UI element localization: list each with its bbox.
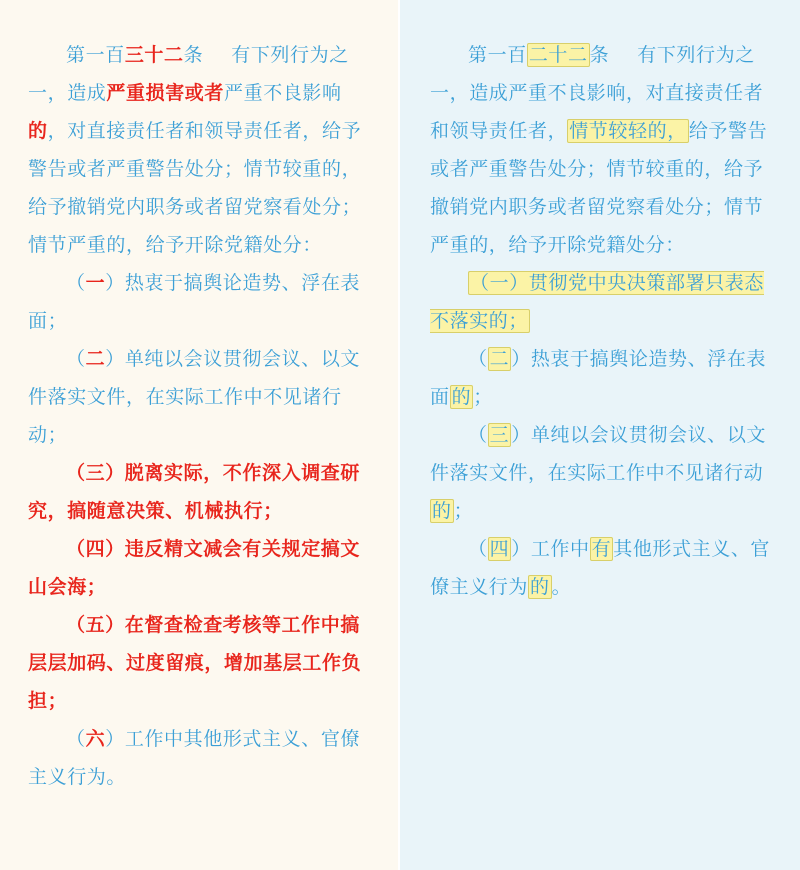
- bracket: （: [66, 728, 86, 750]
- article-suffix: 条: [589, 44, 610, 66]
- article-122-intro: [430, 36, 772, 264]
- clause-text: ；: [473, 386, 493, 408]
- clause-text: 其他形式主义、官僚主义行为: [430, 538, 771, 598]
- clause-6: [28, 720, 368, 796]
- clause-number-changed: 二: [85, 348, 106, 370]
- article-number-changed: 三十二: [124, 44, 184, 66]
- clause-text: ）单纯以会议贯彻会议、以文件落实文件，在实际工作中不见诸行动: [430, 424, 767, 484]
- bracket: （: [468, 348, 488, 370]
- clause-4: [430, 530, 772, 606]
- article-number-highlight: 二十二: [528, 44, 588, 66]
- removed-char-highlight: 有: [591, 538, 612, 560]
- clause-4-added: （四）违反精文减会有关规定搞文山会海；: [28, 538, 361, 598]
- article-prefix: 第一百: [66, 44, 125, 66]
- clause-5-added: （五）在督查检查考核等工作中搞层层加码、过度留痕，增加基层工作负担；: [28, 614, 362, 712]
- clause-text: ；: [453, 500, 474, 522]
- intro-text: 有下列行为之一，造成严重不良影响，对直接责任者和领导责任者，: [430, 44, 764, 142]
- clause-3: [430, 416, 772, 530]
- clause-number-highlight: 三: [489, 424, 510, 446]
- article-prefix: 第一百: [468, 44, 527, 66]
- removed-char-highlight: 的: [432, 500, 452, 522]
- clause-text: ）工作中其他形式主义、官僚主义行为。: [28, 728, 361, 788]
- removed-char-highlight: 的: [530, 576, 550, 598]
- removed-clause-highlight: （一）贯彻党中央决策部署只表态不落实的；: [430, 272, 765, 332]
- article-suffix: 条: [183, 44, 204, 66]
- clause-number-highlight: 二: [489, 348, 510, 370]
- intro-text: 严重不良影响: [224, 82, 342, 104]
- original-text-column: [400, 0, 800, 870]
- clause-1: [28, 264, 368, 340]
- clause-1: [430, 264, 772, 340]
- clause-2: [28, 340, 368, 454]
- clause-number-highlight: 四: [489, 538, 510, 560]
- article-132-intro: [28, 36, 368, 264]
- bracket: （: [468, 538, 488, 560]
- intro-text: ，对直接责任者和领导责任者，给予警告或者严重警告处分；情节较重的，给予撤销党内职务或者留党察看处分；情节严重的，给予开除党籍处分：: [28, 120, 362, 256]
- clause-text: 。: [551, 576, 572, 598]
- added-text: 严重损害或者: [106, 82, 225, 104]
- intro-text: 给予警告或者严重警告处分；情节较重的，给予撤销党内职务或者留党察看处分；情节严重的，给予开除党籍处分：: [430, 120, 768, 256]
- removed-text-highlight: 情节较轻的，: [569, 120, 687, 142]
- bracket: （: [66, 272, 86, 294]
- intro-text: 有下列行为之一，造成: [28, 44, 349, 104]
- clause-2: [430, 340, 772, 416]
- clause-number-changed: 六: [85, 728, 106, 750]
- clause-number-changed: 一: [85, 272, 106, 294]
- clause-text: ）工作中: [511, 538, 590, 560]
- bracket: （: [468, 424, 488, 446]
- clause-text: ）单纯以会议贯彻会议、以文件落实文件，在实际工作中不见诸行动；: [28, 348, 361, 446]
- revised-text-column: [0, 0, 398, 870]
- clause-text: ）热衷于搞舆论造势、浮在表面；: [28, 272, 361, 332]
- removed-char-highlight: 的: [451, 386, 472, 408]
- added-text: 的: [28, 120, 48, 142]
- bracket: （: [66, 348, 86, 370]
- clause-3-added: （三）脱离实际，不作深入调查研究，搞随意决策、机械执行；: [28, 462, 361, 522]
- clause-text: ）热衷于搞舆论造势、浮在表面: [430, 348, 767, 408]
